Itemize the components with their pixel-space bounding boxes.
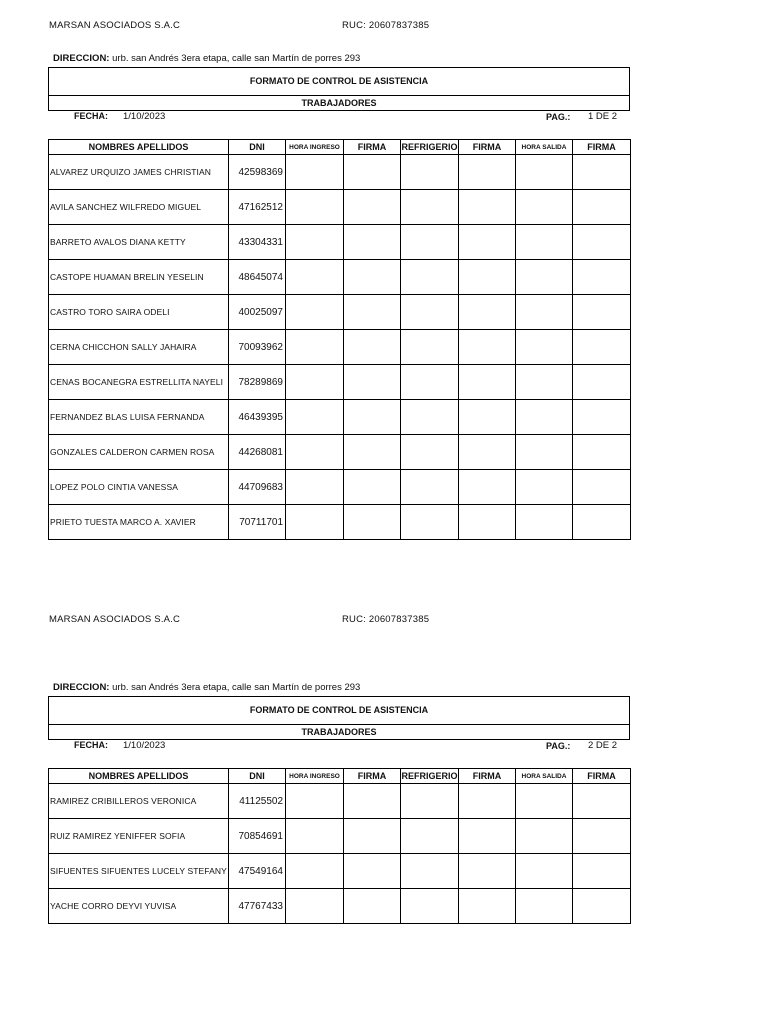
worker-name: AVILA SANCHEZ WILFREDO MIGUEL	[49, 190, 229, 225]
signature-cell[interactable]	[573, 854, 631, 889]
worker-name: FERNANDEZ BLAS LUISA FERNANDA	[49, 400, 229, 435]
form-title: FORMATO DE CONTROL DE ASISTENCIA	[49, 68, 629, 96]
entry-time-cell[interactable]	[286, 784, 344, 819]
break-cell[interactable]	[401, 784, 459, 819]
column-header: FIRMA	[344, 140, 401, 155]
column-header: FIRMA	[459, 140, 516, 155]
worker-name: CENAS BOCANEGRA ESTRELLITA NAYELI	[49, 365, 229, 400]
date-value: 1/10/2023	[123, 740, 166, 751]
signature-cell[interactable]	[344, 784, 401, 819]
break-cell[interactable]	[401, 889, 459, 924]
address-label: DIRECCION:	[53, 53, 110, 64]
column-header: NOMBRES APELLIDOS	[49, 140, 229, 155]
page-number: 1 DE 2	[588, 111, 618, 122]
signature-cell[interactable]	[459, 854, 516, 889]
date-value: 1/10/2023	[123, 111, 166, 122]
worker-dni: 42598369	[229, 155, 286, 190]
signature-cell[interactable]	[344, 889, 401, 924]
column-header: FIRMA	[344, 769, 401, 784]
table-header-row	[49, 769, 631, 784]
exit-time-cell[interactable]	[516, 819, 573, 854]
signature-cell[interactable]	[573, 784, 631, 819]
page-number: 2 DE 2	[588, 740, 618, 751]
worker-name: ALVAREZ URQUIZO JAMES CHRISTIAN	[49, 155, 229, 190]
date-label: FECHA:	[74, 111, 108, 121]
worker-dni: 70093962	[229, 330, 286, 365]
signature-cell[interactable]	[459, 784, 516, 819]
company-name: MARSAN ASOCIADOS S.A.C	[49, 20, 181, 31]
table-row	[49, 784, 631, 819]
worker-dni: 47162512	[229, 190, 286, 225]
address-label: DIRECCION:	[53, 682, 110, 693]
page-label: PAG.:	[546, 112, 571, 122]
company-name: MARSAN ASOCIADOS S.A.C	[49, 614, 181, 625]
column-header: HORA SALIDA	[516, 140, 573, 155]
column-header: FIRMA	[573, 140, 631, 155]
table-row	[49, 819, 631, 854]
worker-dni: 44709683	[229, 470, 286, 505]
signature-cell[interactable]	[573, 819, 631, 854]
exit-time-cell[interactable]	[516, 854, 573, 889]
page-label: PAG.:	[546, 741, 571, 751]
worker-name: RUIZ RAMIREZ YENIFFER SOFIA	[49, 819, 229, 854]
worker-name: YACHE CORRO DEYVI YUVISA	[49, 889, 229, 924]
column-header: NOMBRES APELLIDOS	[49, 769, 229, 784]
column-header: FIRMA	[573, 769, 631, 784]
address-value: urb. san Andrés 3era etapa, calle san Martín de porres 293	[109, 53, 361, 64]
worker-name: BARRETO AVALOS DIANA KETTY	[49, 225, 229, 260]
worker-dni: 43304331	[229, 225, 286, 260]
worker-name: CERNA CHICCHON SALLY JAHAIRA	[49, 330, 229, 365]
table-row	[49, 889, 631, 924]
worker-dni: 44268081	[229, 435, 286, 470]
worker-dni: 47767433	[229, 889, 286, 924]
exit-time-cell[interactable]	[516, 889, 573, 924]
worker-name: CASTRO TORO SAIRA ODELI	[49, 295, 229, 330]
worker-dni: 78289869	[229, 365, 286, 400]
column-header: REFRIGERIO	[401, 140, 459, 155]
worker-dni: 47549164	[229, 854, 286, 889]
signature-cell[interactable]	[344, 819, 401, 854]
worker-name: LOPEZ POLO CINTIA VANESSA	[49, 470, 229, 505]
worker-dni: 46439395	[229, 400, 286, 435]
form-title-box	[48, 696, 630, 740]
worker-name: PRIETO TUESTA MARCO A. XAVIER	[49, 505, 229, 540]
worker-dni: 48645074	[229, 260, 286, 295]
signature-cell[interactable]	[459, 889, 516, 924]
entry-time-cell[interactable]	[286, 854, 344, 889]
column-header: DNI	[229, 140, 286, 155]
column-header: HORA INGRESO	[286, 769, 344, 784]
worker-name: SIFUENTES SIFUENTES LUCELY STEFANY	[49, 854, 229, 889]
column-header: HORA SALIDA	[516, 769, 573, 784]
signature-cell[interactable]	[573, 889, 631, 924]
column-header: FIRMA	[459, 769, 516, 784]
worker-name: GONZALES CALDERON CARMEN ROSA	[49, 435, 229, 470]
column-header: REFRIGERIO	[401, 769, 459, 784]
signature-cell[interactable]	[344, 854, 401, 889]
ruc-number: RUC: 20607837385	[342, 614, 430, 625]
worker-dni: 41125502	[229, 784, 286, 819]
worker-dni: 40025097	[229, 295, 286, 330]
signature-cell[interactable]	[459, 819, 516, 854]
break-cell[interactable]	[401, 819, 459, 854]
entry-time-cell[interactable]	[286, 819, 344, 854]
table-row	[49, 854, 631, 889]
entry-time-cell[interactable]	[286, 889, 344, 924]
form-title: FORMATO DE CONTROL DE ASISTENCIA	[49, 697, 629, 725]
column-header: DNI	[229, 769, 286, 784]
break-cell[interactable]	[401, 854, 459, 889]
form-subtitle: TRABAJADORES	[301, 98, 377, 108]
exit-time-cell[interactable]	[516, 784, 573, 819]
form-subtitle: TRABAJADORES	[301, 727, 377, 737]
worker-name: RAMIREZ CRIBILLEROS VERONICA	[49, 784, 229, 819]
worker-dni: 70854691	[229, 819, 286, 854]
worker-dni: 70711701	[229, 505, 286, 540]
address-value: urb. san Andrés 3era etapa, calle san Martín de porres 293	[109, 682, 361, 693]
worker-name: CASTOPE HUAMAN BRELIN YESELIN	[49, 260, 229, 295]
date-label: FECHA:	[74, 740, 108, 750]
column-header: HORA INGRESO	[286, 140, 344, 155]
attendance-table	[48, 768, 631, 924]
ruc-number: RUC: 20607837385	[342, 20, 430, 31]
address-line	[53, 682, 360, 693]
